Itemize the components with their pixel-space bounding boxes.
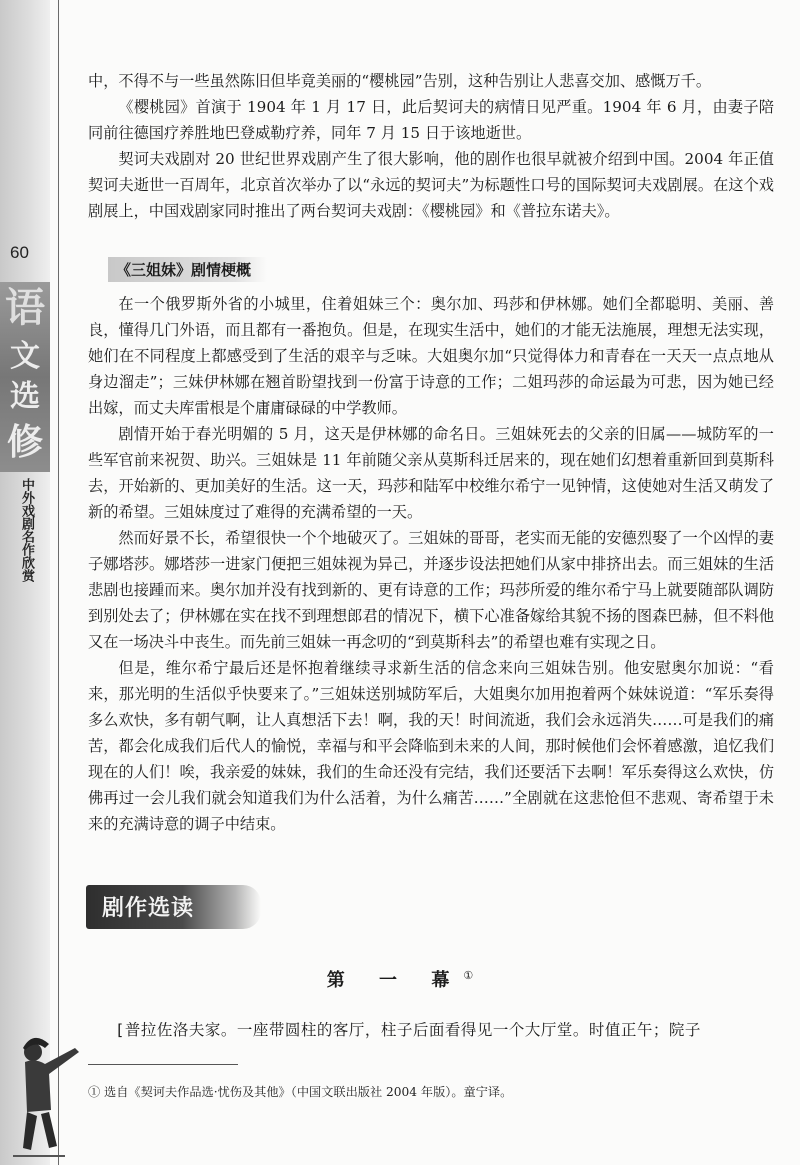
paragraph: 剧情开始于春光明媚的 5 月，这天是伊林娜的命名日。三姐妹死去的父亲的旧属——城防军的一些军官前来祝贺、助兴。三姐妹是 11 年前随父亲从莫斯科迁居来的，现在她们幻想着重新回到莫斯科去，开始新的、更加美好的生活。这一天，玛莎和陆军中校维尔希宁一见钟情，这使她对生活又萌发了新的希望。三姐妹度过了难得的充满希望的一天。 — [88, 425, 774, 521]
paragraph: 但是，维尔希宁最后还是怀抱着继续寻求新生活的信念来向三姐妹告别。他安慰奥尔加说：“看来，那光明的生活似乎快要来了。”三姐妹送别城防军后，大姐奥尔加用抱着两个妹妹说道：“军乐奏得多么欢快，多有朝气啊，让人真想活下去！啊，我的天！时间流逝，我们会永远消失……可是我们的痛苦，都会化成我们后代人的愉悦，幸福与和平会降临到未来的人间，那时候他们会怀着感激，追忆我们现在的人们！唉，我亲爱的妹妹，我们的生命还没有完结，我们还要活下去啊！军乐奏得这么欢快，仿佛再过一会儿我们就会知道我们为什么活着，为什么痛苦……”全剧就在这悲怆但不悲观、寄希望于未来的充满诗意的调子中结束。 — [88, 659, 774, 833]
series-title: 中外戏剧名作欣赏 — [19, 478, 34, 582]
act-title-text: 第 一 幕 — [326, 970, 464, 991]
book-title-block — [0, 282, 50, 472]
synopsis-text — [88, 291, 774, 837]
actor-figure-illustration — [5, 1020, 85, 1160]
page-number: 60 — [10, 243, 29, 262]
paragraph: 在一个俄罗斯外省的小城里，住着姐妹三个：奥尔加、玛莎和伊林娜。她们全都聪明、美丽、善良，懂得几门外语，而且都有一番抱负。但是，在现实生活中，她们的才能无法施展，理想无法实现，她们在不同程度上都感受到了生活的艰辛与乏味。大姐奥尔加“只觉得体力和青春在一天天一点点地从身边溜走”；三妹伊林娜在翘首盼望找到一份富于诗意的工作；二姐玛莎的命运最为可悲，因为她已经出嫁，而丈夫库雷根是个庸庸碌碌的中学教师。 — [88, 295, 774, 417]
book-title-char: 选 — [10, 379, 40, 414]
paragraph: 中，不得不与一些虽然陈旧但毕竟美丽的“樱桃园”告别，这种告别让人悲喜交加、感慨万千。 — [88, 72, 712, 90]
footnote-mark: ① — [463, 969, 474, 982]
stage-direction: [普拉佐洛夫家。一座带圆柱的客厅，柱子后面看得见一个大厅堂。时值正午；院子 — [115, 1021, 701, 1039]
section-banner — [86, 885, 261, 929]
act-title — [0, 966, 800, 992]
banner-label: 剧作选读 — [102, 895, 195, 921]
book-title-char: 文 — [10, 339, 40, 374]
paragraph: 然而好景不长，希望很快一个个地破灭了。三姐妹的哥哥，老实而无能的安德烈娶了一个凶悍的妻子娜塔莎。娜塔莎一进家门便把三姐妹视为异己，并逐步设法把她们从家中排挤出去。而三姐妹的生活悲剧也接踵而来。奥尔加并没有找到新的、更有诗意的工作；玛莎所爱的维尔希宁马上就要随部队调防到别处去了；伊林娜在实在找不到理想郎君的情况下，横下心准备嫁给其貌不扬的图森巴赫，但不料他又在一场决斗中丧生。而先前三姐妹一再念叨的“到莫斯科去”的希望也难有实现之日。 — [88, 529, 774, 651]
book-title-char: 语 — [5, 284, 45, 331]
paragraph: 契诃夫戏剧对 20 世纪世界戏剧产生了很大影响，他的剧作也很早就被介绍到中国。2004 年正值契诃夫逝世一百周年，北京首次举办了以“永远的契诃夫”为标题性口号的国际契诃夫戏剧展。在这个戏剧展上，中国戏剧家同时推出了两台契诃夫戏剧：《樱桃园》和《普拉东诺夫》。 — [88, 150, 774, 220]
top-text — [88, 68, 774, 224]
footnote: ① 选自《契诃夫作品选·忧伤及其他》（中国文联出版社 2004 年版）。童宁译。 — [88, 1085, 513, 1099]
book-title-char: 修 — [6, 421, 43, 463]
footnote-rule — [88, 1064, 238, 1065]
paragraph: 《樱桃园》首演于 1904 年 1 月 17 日，此后契诃夫的病情日见严重。1904 年 6 月，由妻子陪同前往德国疗养胜地巴登威勒疗养，同年 7 月 15 日于该地逝世。 — [88, 98, 774, 142]
synopsis-heading: 《三姐妹》剧情梗概 — [108, 257, 267, 282]
